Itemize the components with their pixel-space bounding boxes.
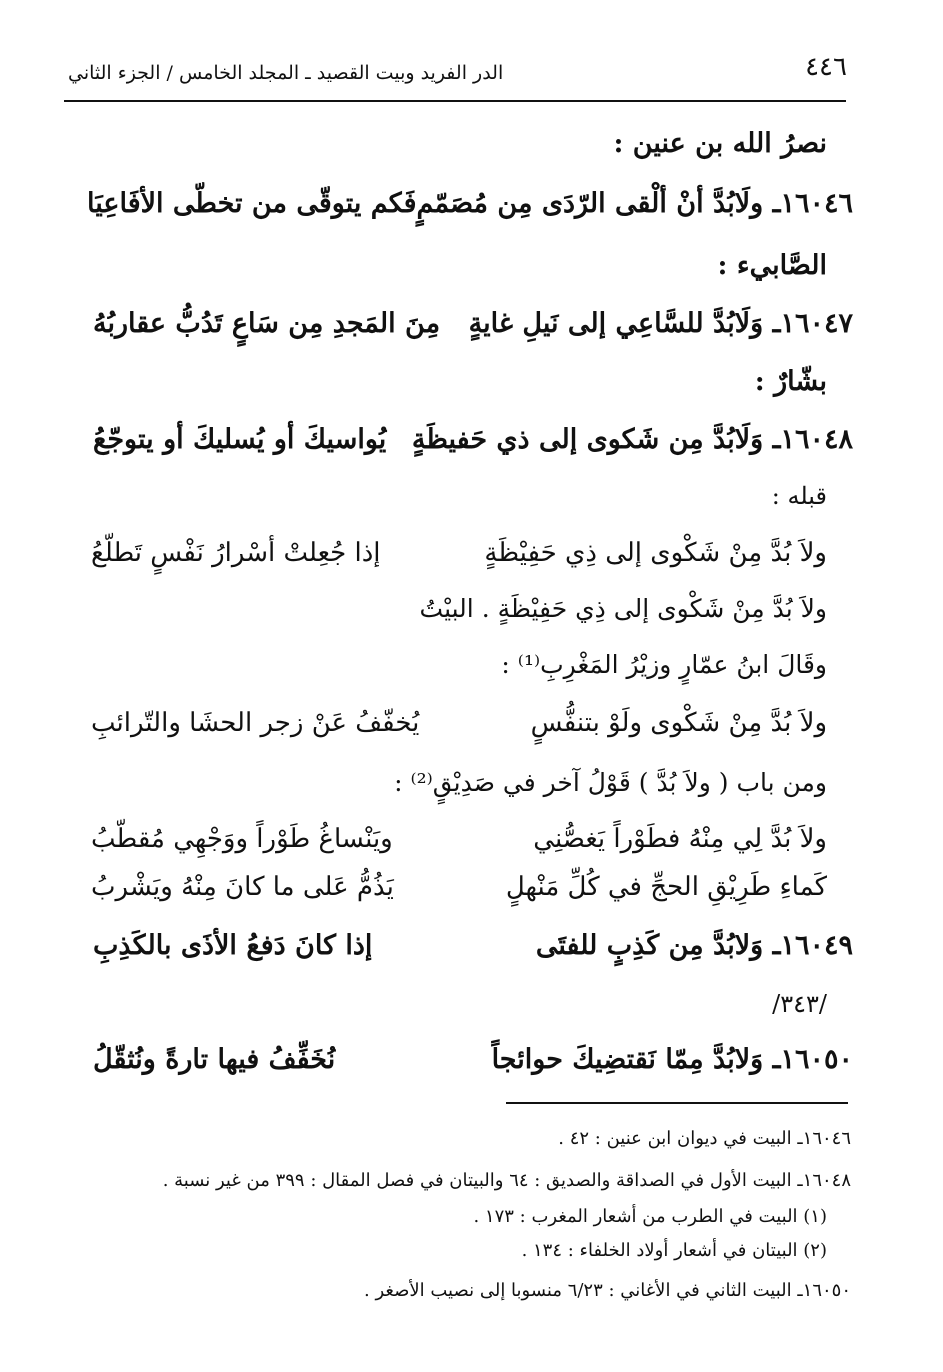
- verse-16049-number: ١٦٠٤٩ـ: [772, 930, 853, 961]
- verse-16046-number: ١٦٠٤٦ـ: [772, 188, 853, 219]
- verse-16050: [93, 1044, 853, 1075]
- verse-16049-first: ١٦٠٤٩ـ وَلابُدَّ مِن كَذِبٍ للفتَى: [535, 930, 853, 961]
- verse-ibn-ammar-first: ولاَ بُدَّ مِنْ شَكْوى ولَوْ بتنفُّسٍ: [530, 708, 827, 738]
- footnote-1: (١) البيت في الطرب من أشعار المغرب : ١٧٣ .: [473, 1206, 827, 1227]
- verse-16047-second: مِنَ المَجدِ مِن سَاعٍ تَدُبُّ عقاربُهُ: [93, 308, 441, 339]
- verse-16048-number: ١٦٠٤٨ـ: [772, 424, 853, 455]
- verse-bab-1-first: ولاَ بُدَّ لِي مِنْهُ فطَوْراً يَغصُّنِي: [533, 824, 827, 854]
- verse-16047-first: ١٦٠٤٧ـ وَلَابُدَّ للسَّاعِي إلى نَيلِ غايةٍ: [468, 308, 853, 339]
- poet-heading-sabi: الصَّابيء :: [717, 250, 827, 281]
- verse-bab-2-second: يَذُمُّ عَلى ما كانَ مِنْهُ ويَشْربُ: [91, 872, 394, 902]
- running-title: الدر الفريد وبيت القصيد ـ المجلد الخامس / الجزء الثاني: [68, 62, 504, 84]
- verse-16048-first: ١٦٠٤٨ـ وَلَابُدَّ مِن شَكوى إلى ذي حَفيظَةٍ: [411, 424, 853, 455]
- footnote-16050: ١٦٠٥٠ـ البيت الثاني في الأغاني : ٦/٢٣ منسوبا إلى نصيب الأصغر .: [364, 1280, 851, 1301]
- verse-16046-second: فَكم يتوقّى من تخطّى الأفَاعِيَا: [87, 188, 417, 219]
- page-number: ٤٤٦: [805, 52, 847, 82]
- verse-16050-first: ١٦٠٥٠ـ وَلابُدَّ مِمّا نَقتضِيكَ حوائجاً: [491, 1044, 853, 1075]
- footnote-16048: ١٦٠٤٨ـ البيت الأول في الصداقة والصديق : ٦٤ والبيتان في فصل المقال : ٣٩٩ من غير نسبة .: [162, 1170, 851, 1191]
- verse-16046: [87, 188, 853, 219]
- verse-16047-number: ١٦٠٤٧ـ: [772, 308, 853, 339]
- verse-bab-1-second: ويَنْساغُ طَوْراً ووَجْهِي مُقطّبُ: [91, 824, 393, 854]
- poet-heading-bashshar: بشّارٌ :: [754, 366, 827, 397]
- verse-ibn-ammar-second: يُخفّفُ عَنْ زجر الحشَا والتّرائبِ: [91, 708, 420, 738]
- verse-bab-2-first: كَماءِ طَرِيْقِ الحجِّ في كُلِّ مَنْهلٍ: [505, 872, 827, 902]
- verse-16050-number: ١٦٠٥٠ـ: [772, 1044, 853, 1075]
- verse-16049-second: إذا كانَ دَفعُ الأذَى بالكَذِبِ: [93, 930, 373, 961]
- line-ibn-ammar: وقَالَ ابنُ عمّارٍ وزيْرُ المَغْرِبِ⁽¹⁾ :: [501, 650, 827, 679]
- verse-before-first: ولاَ بُدَّ مِنْ شَكْوى إلى ذِي حَفِيْظَةٍ: [484, 538, 827, 568]
- line-bab: ومن باب ( ولاَ بُدَّ ) قَوْلُ آخر في صَدِيْقٍ⁽²⁾ :: [394, 768, 827, 797]
- verse-16048: [93, 424, 853, 455]
- footnote-2: (٢) البيتان في أشعار أولاد الخلفاء : ١٣٤ .: [521, 1240, 827, 1261]
- verse-16049: [93, 930, 853, 961]
- before-label: قبله :: [771, 482, 827, 510]
- verse-before-second: إذا جُعِلتْ أسْرارُ نَفْسٍ تَطلّعُ: [91, 538, 381, 568]
- footnote-rule: [506, 1102, 848, 1104]
- verse-bab-1: [91, 824, 827, 854]
- verse-16048-second: يُواسيكَ أو يُسليكَ أو يتوجّعُ: [93, 424, 387, 455]
- verse-ibn-ammar: [91, 708, 827, 738]
- header-rule: [64, 100, 846, 102]
- page-reference: /٣٤٣/: [772, 990, 827, 1018]
- verse-16050-second: نُخَفِّفُ فيها تارةً ونُثقّلُ: [93, 1044, 336, 1075]
- verse-before: [91, 538, 827, 568]
- verse-16046-first: ١٦٠٤٦ـ ولَابُدَّ أنْ ألْقى الرّدَى مِن مُصَمّمٍ: [416, 188, 853, 219]
- poet-heading-ibn-anin: نصرُ الله بن عنين :: [613, 128, 827, 159]
- verse-bab-2: [91, 872, 827, 902]
- line-repeat: ولاَ بُدَّ مِنْ شَكْوى إلى ذِي حَفِيْظَةٍ . البيْتُ: [419, 594, 827, 623]
- footnote-16046: ١٦٠٤٦ـ البيت في ديوان ابن عنين : ٤٢ .: [558, 1128, 851, 1149]
- verse-16047: [93, 308, 853, 339]
